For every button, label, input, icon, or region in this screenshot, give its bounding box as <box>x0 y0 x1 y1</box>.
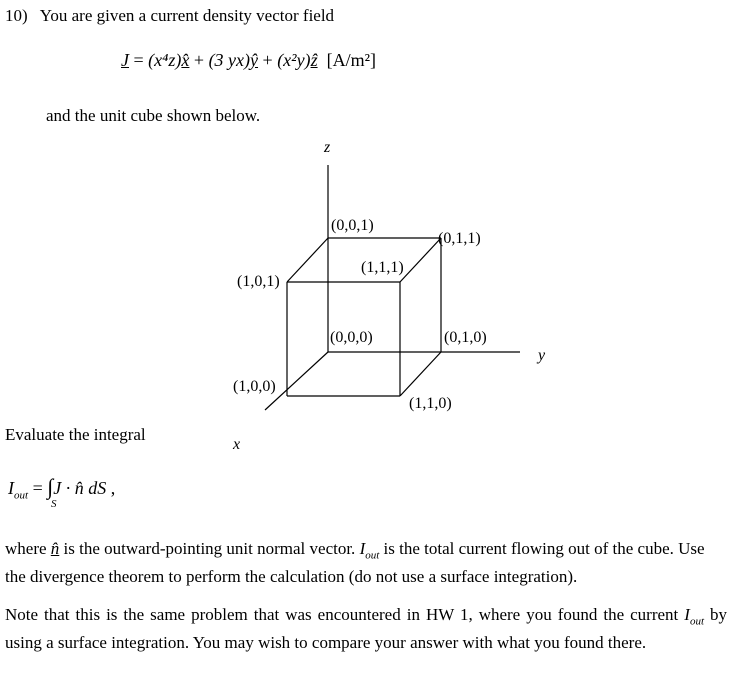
evaluate-label: Evaluate the integral <box>5 425 146 444</box>
eq-term-y: (3 yx) <box>208 50 251 70</box>
vertex-label-000: (0,0,0) <box>330 329 373 346</box>
where-text-2: is the outward-pointing unit normal vector. <box>63 539 356 558</box>
vertex-label-010: (0,1,0) <box>444 329 487 346</box>
axis-label-y: y <box>538 347 546 364</box>
eq-unit-x: x̂ <box>181 50 190 70</box>
eq-J-symbol: J <box>121 50 129 70</box>
vertex-label-111: (1,1,1) <box>361 259 404 276</box>
n-hat-symbol: n̂ <box>50 539 60 558</box>
integral-comma: , <box>110 478 116 498</box>
integral-expression <box>8 474 115 502</box>
problem-intro: You are given a current density vector field <box>39 6 335 25</box>
axis-label-x: x <box>233 436 241 453</box>
cube-edge-top-left <box>287 238 328 282</box>
cube-intro-text: and the unit cube shown below. <box>46 106 261 125</box>
vertex-label-011: (0,1,1) <box>438 230 481 247</box>
integral-equals: = <box>32 478 43 498</box>
vertex-label-001: (0,0,1) <box>331 217 374 234</box>
note-I-subscript: out <box>689 615 705 628</box>
integral-I-subscript: out <box>14 489 29 502</box>
eq-term-x: (x⁴z) <box>148 50 182 70</box>
axis-label-z: z <box>324 139 331 156</box>
note-text-2: by using a surface integration. You may wish to compare your answer with what you found there. <box>5 605 728 653</box>
where-text-3: is the total current flowing out of the cube. Use the divergence theorem to perform the calculation (do not use a surface integration). <box>5 539 705 587</box>
vertex-label-110: (1,1,0) <box>409 395 452 412</box>
eq-unit-y: ŷ <box>250 50 259 70</box>
integral-sign: ∫ <box>47 474 54 499</box>
eq-plus-2: + <box>262 50 273 70</box>
integral-body: J · n̂ dS <box>53 478 107 498</box>
eq-term-z: (x²y) <box>277 50 311 70</box>
eq-equals: = <box>133 50 144 70</box>
where-I-symbol: I <box>359 539 366 558</box>
eq-unit-z: ẑ <box>310 50 318 70</box>
vertex-label-100: (1,0,0) <box>233 378 276 395</box>
eq-plus-1: + <box>193 50 205 70</box>
integral-lower-limit: S <box>51 498 57 510</box>
note-text-1: Note that this is the same problem that was encountered in HW 1, where you found the current <box>5 605 679 624</box>
problem-number: 10) <box>5 6 28 25</box>
integral-I: I <box>8 478 14 498</box>
eq-units: [A/m²] <box>326 50 376 70</box>
note-paragraph <box>5 604 727 654</box>
where-I-subscript: out <box>365 549 380 562</box>
where-paragraph <box>5 538 727 588</box>
cube-edge-top-right <box>400 238 441 282</box>
where-text-1: where <box>5 539 47 558</box>
cube-edge-bottom-right <box>400 352 441 396</box>
vertex-label-101: (1,0,1) <box>237 273 280 290</box>
note-I-symbol: I <box>684 605 690 624</box>
